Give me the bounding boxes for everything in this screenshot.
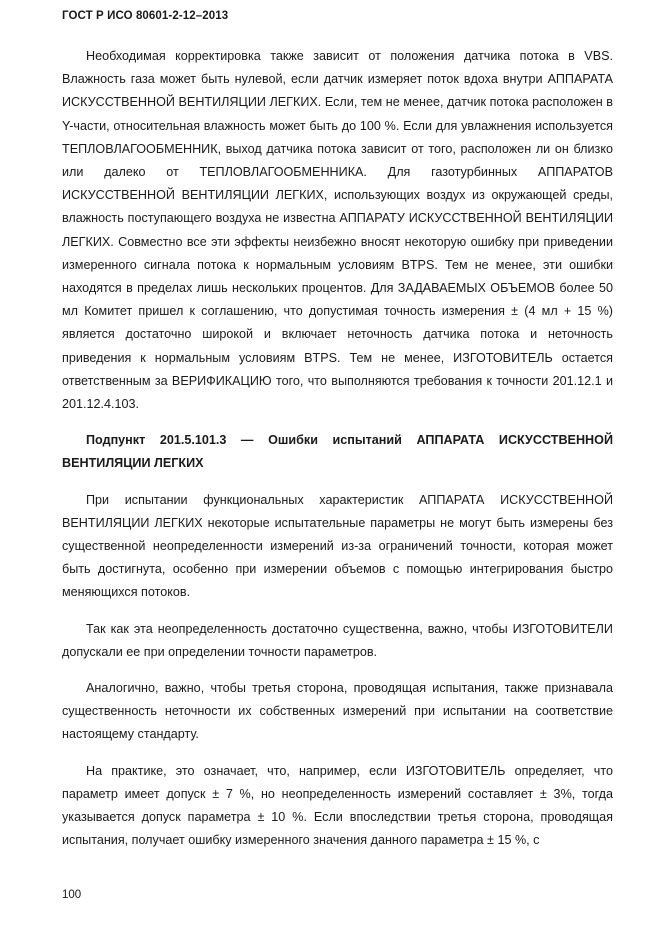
paragraph-testing-errors: При испытании функциональных характеристик АППАРАТА ИСКУССТВЕННОЙ ВЕНТИЛЯЦИИ ЛЕГКИХ некоторые испытательные параметры не могут быть измерены без существенной неопределенности измерений из-за ограничений точности, которая может быть достигнута, особенно при измерении объемов с помощью интегрирования быстро меняющихся потоков.: [62, 492, 613, 600]
document-header: ГОСТ Р ИСО 80601-2-12–2013: [62, 10, 229, 22]
page-number: 100: [62, 889, 82, 901]
document-body: [62, 45, 613, 853]
paragraph-practice-example: На практике, это означает, что, например, если ИЗГОТОВИТЕЛЬ определяет, что параметр имеет допуск ± 7 %, но неопределенность измерений составляет ± 3%, тогда указывается допуск параметра ± 10 %. Если впоследствии третья сторона, проводящая испытания, получает ошибку измеренного значения данного параметра ± 15 %, с: [62, 763, 613, 848]
paragraph-third-party: Аналогично, важно, чтобы третья сторона, проводящая испытания, также признавала существенность неточности их собственных измерений при испытании на соответствие настоящему стандарту.: [62, 681, 613, 742]
section-heading: Подпункт 201.5.101.3 — Ошибки испытаний АППАРАТА ИСКУССТВЕННОЙ ВЕНТИЛЯЦИИ ЛЕГКИХ: [62, 433, 613, 471]
paragraph-flow-correction: Необходимая корректировка также зависит от положения датчика потока в VBS. Влажность газа может быть нулевой, если датчик измеряет поток вдоха внутри АППАРАТА ИСКУССТВЕННОЙ ВЕНТИЛЯЦИИ ЛЕГКИХ. Если, тем не менее, датчик потока расположен в Y-части, относительная влажность может быть до 100 %. Если для увлажнения используется ТЕПЛОВЛАГООБМЕННИК, выход датчика потока зависит от того, расположен ли он близко или далеко от ТЕПЛОВЛАГООБМЕННИКА. Для газотурбинных АППАРАТОВ ИСКУССТВЕННОЙ ВЕНТИЛЯЦИИ ЛЕГКИХ, использующих воздух из окружающей среды, влажность поступающего воздуха не известна АППАРАТУ ИСКУССТВЕННОЙ ВЕНТИЛЯЦИИ ЛЕГКИХ. Совместно все эти эффекты неизбежно вносят некоторую ошибку при приведении измеренного сигнала потока к нормальным условиям BTPS. Тем не менее, эти ошибки находятся в пределах лишь нескольких процентов. Для ЗАДАВАЕМЫХ ОБЪЕМОВ более 50 мл Комитет пришел к соглашению, что допустимая точность измерения ± (4 мл + 15 %) является достаточно широкой и включает неточность датчика потока и неточность приведения к нормальным условиям BTPS. Тем не менее, ИЗГОТОВИТЕЛЬ остается ответственным за ВЕРИФИКАЦИЮ того, что выполняются требования к точности 201.12.1 и 201.12.4.103.: [62, 49, 613, 412]
paragraph-uncertainty: Так как эта неопределенность достаточно существенна, важно, чтобы ИЗГОТОВИТЕЛИ допускали ее при определении точности параметров.: [62, 621, 613, 659]
